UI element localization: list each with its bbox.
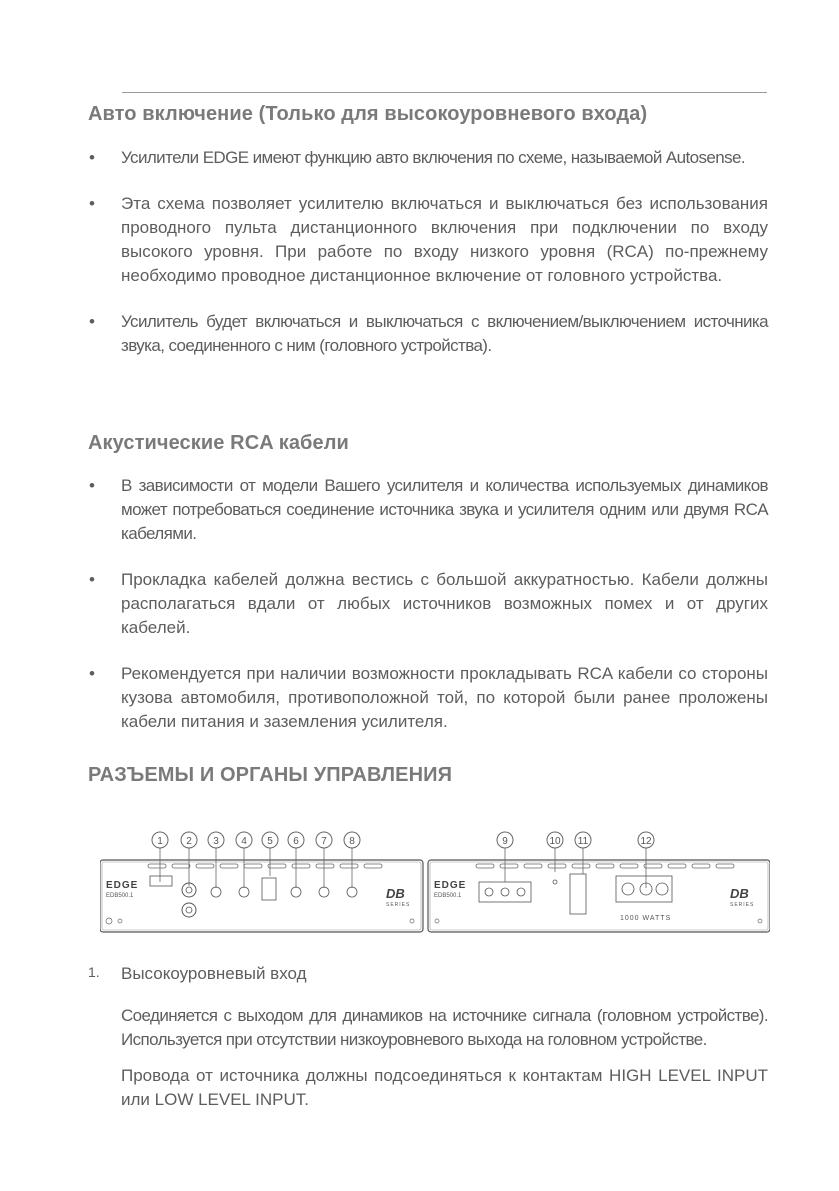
- series-word-left: SERIES: [386, 902, 411, 908]
- top-rule: [122, 92, 767, 93]
- amplifier-panels-figure: [100, 826, 770, 938]
- callout-5: 5: [267, 836, 273, 847]
- bullet-text: Рекомендуется при наличии возможности прокладывать RCA кабели со стороны кузова автомобиля, противоположной той, по которой были ранее проложены кабели питания и заземления усилителя.: [121, 664, 768, 731]
- bullet-list-auto-on: [88, 146, 768, 358]
- callout-8: 8: [349, 836, 355, 847]
- numbered-item-1: [88, 962, 768, 1112]
- db-badge-right: DB: [730, 886, 749, 901]
- item-paragraph: Провода от источника должны подсоединяться к контактам HIGH LEVEL INPUT или LOW LEVEL INPUT.: [121, 1066, 768, 1109]
- callout-12: 12: [640, 836, 652, 847]
- bullet-dot: •: [89, 194, 95, 213]
- bullet-dot: •: [89, 148, 95, 167]
- bullet-dot: •: [89, 476, 95, 495]
- callout-7: 7: [321, 836, 327, 847]
- callout-1: 1: [157, 836, 163, 847]
- heading-auto-on: Авто включение (Только для высокоуровневого входа): [88, 103, 648, 125]
- callout-2: 2: [186, 836, 192, 847]
- model-left: EDB500.1: [106, 893, 134, 899]
- callout-3: 3: [213, 836, 219, 847]
- list-item: [88, 310, 768, 358]
- item-number: 1.: [88, 964, 100, 980]
- list-item: [88, 662, 768, 734]
- bullet-dot: •: [89, 570, 95, 589]
- list-item: [88, 568, 768, 640]
- heading-rca-cables: Акустические RCA кабели: [88, 432, 349, 454]
- list-item: [88, 474, 768, 546]
- bullet-text: Усилитель будет включаться и выключаться с включением/выключением источника звука, соединенного с ним (головного устройства).: [121, 312, 768, 355]
- list-item: [88, 146, 768, 170]
- bullet-text: В зависимости от модели Вашего усилителя и количества используемых динамиков может потребоваться соединение источника звука и усилителя одним или двумя RCA кабелями.: [121, 476, 768, 543]
- callout-6: 6: [293, 836, 299, 847]
- callout-10: 10: [549, 836, 561, 847]
- bullet-text: Эта схема позволяет усилителю включаться и выключаться без использования проводного пульта дистанционного включения при подключении по входу высокого уровня. При работе по входу низкого уровня (RCA) по-прежнему необходимо проводное дистанционное включение от головного устройства.: [121, 194, 768, 285]
- item-title: Высокоуровневый вход: [121, 964, 307, 983]
- heading-connectors: РАЗЪЕМЫ И ОРГАНЫ УПРАВЛЕНИЯ: [88, 764, 453, 786]
- bullet-list-rca: [88, 474, 768, 734]
- callout-11: 11: [577, 836, 589, 847]
- brand-logo-right: EDGE: [434, 880, 467, 891]
- brand-logo-left: EDGE: [106, 880, 139, 891]
- callout-4: 4: [241, 836, 247, 847]
- item-paragraph: Соединяется с выходом для динамиков на источнике сигнала (головном устройстве). Используется при отсутствии низкоуровневого выхода на головном устройстве.: [121, 1006, 768, 1049]
- bullet-text: Усилители EDGE имеют функцию авто включения по схеме, называемой Autosense.: [121, 148, 745, 167]
- list-item: [88, 192, 768, 288]
- callout-9: 9: [502, 836, 508, 847]
- watts-label: 1000 WATTS: [620, 915, 672, 922]
- left-panel: [100, 860, 423, 932]
- bullet-dot: •: [89, 664, 95, 683]
- bullet-text: Прокладка кабелей должна вестись с большой аккуратностью. Кабели должны располагаться вдали от любых источников возможных помех и от других кабелей.: [121, 570, 768, 637]
- bullet-dot: •: [89, 312, 95, 331]
- db-badge-left: DB: [386, 886, 405, 901]
- series-word-right: SERIES: [730, 902, 755, 908]
- model-right: EDB500.1: [434, 893, 462, 899]
